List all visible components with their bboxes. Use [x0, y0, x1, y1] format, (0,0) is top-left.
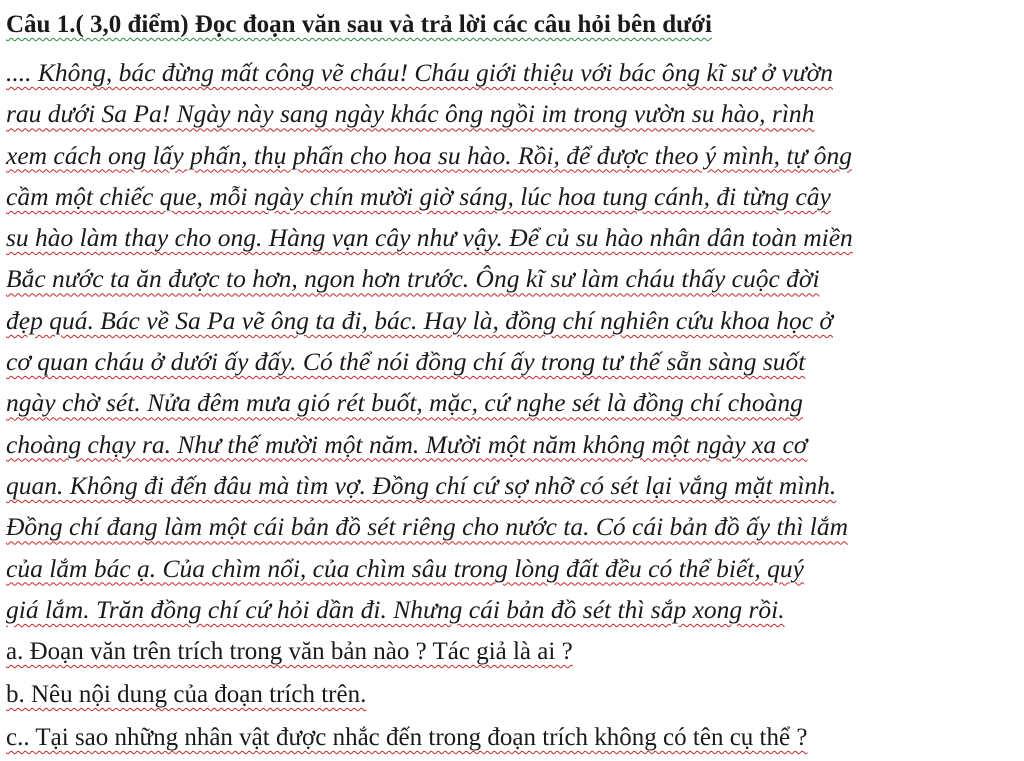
- passage-line: choàng chạy ra. Như thế mười một năm. Mười một năm không một ngày xa cơ: [6, 429, 808, 459]
- passage-line: xem cách ong lấy phấn, thụ phấn cho hoa su hào. Rồi, để được theo ý mình, tự ông: [6, 140, 852, 170]
- passage-line: đẹp quá. Bác về Sa Pa vẽ ông ta đi, bác. Hay là, đồng chí nghiên cứu khoa học ở: [6, 305, 834, 335]
- question-list: [6, 630, 1018, 759]
- passage-line: Bắc nước ta ăn được to hơn, ngon hơn trước. Ông kĩ sư làm cháu thấy cuộc đời: [6, 264, 820, 294]
- question-a: a. Đoạn văn trên trích trong văn bản nào ? Tác giả là ai ?: [6, 638, 573, 665]
- passage-line: quan. Không đi đến đâu mà tìm vợ. Đồng chí cứ sợ nhỡ có sét lại vắng mặt mình.: [6, 470, 837, 500]
- passage-line: Đồng chí đang làm một cái bản đồ sét riêng cho nước ta. Có cái bản đồ ấy thì lắm: [6, 512, 849, 542]
- passage-line: ngày chờ sét. Nửa đêm mưa gió rét buốt, mặc, cứ nghe sét là đồng chí choàng: [6, 388, 803, 418]
- question-heading: Câu 1.( 3,0 điểm) Đọc đoạn văn sau và trả lời các câu hỏi bên dưới: [6, 11, 712, 38]
- passage: [6, 52, 1018, 630]
- question-b: b. Nêu nội dung của đoạn trích trên.: [6, 681, 367, 708]
- question-c: c.. Tại sao những nhân vật được nhắc đến trong đoạn trích không có tên cụ thể ?: [6, 724, 808, 751]
- passage-line: cơ quan cháu ở dưới ấy đấy. Có thể nói đồng chí ấy trong tư thế sẵn sàng suốt: [6, 347, 806, 377]
- passage-line: giá lắm. Trăn đồng chí cứ hỏi dần đi. Nhưng cái bản đồ sét thì sắp xong rồi.: [6, 594, 785, 624]
- passage-line: cầm một chiếc que, mỗi ngày chín mười giờ sáng, lúc hoa tung cánh, đi từng cây: [6, 181, 831, 211]
- passage-line: .... Không, bác đừng mất công vẽ cháu! Cháu giới thiệu với bác ông kĩ sư ở vườn: [6, 58, 834, 87]
- passage-line: rau dưới Sa Pa! Ngày này sang ngày khác ông ngồi im trong vườn su hào, rình: [6, 99, 815, 129]
- passage-line: su hào làm thay cho ong. Hàng vạn cây như vậy. Để củ su hào nhân dân toàn miền: [6, 223, 853, 253]
- passage-line: của lắm bác ạ. Của chìm nổi, của chìm sâu trong lòng đất đều có thể biết, quý: [6, 553, 804, 583]
